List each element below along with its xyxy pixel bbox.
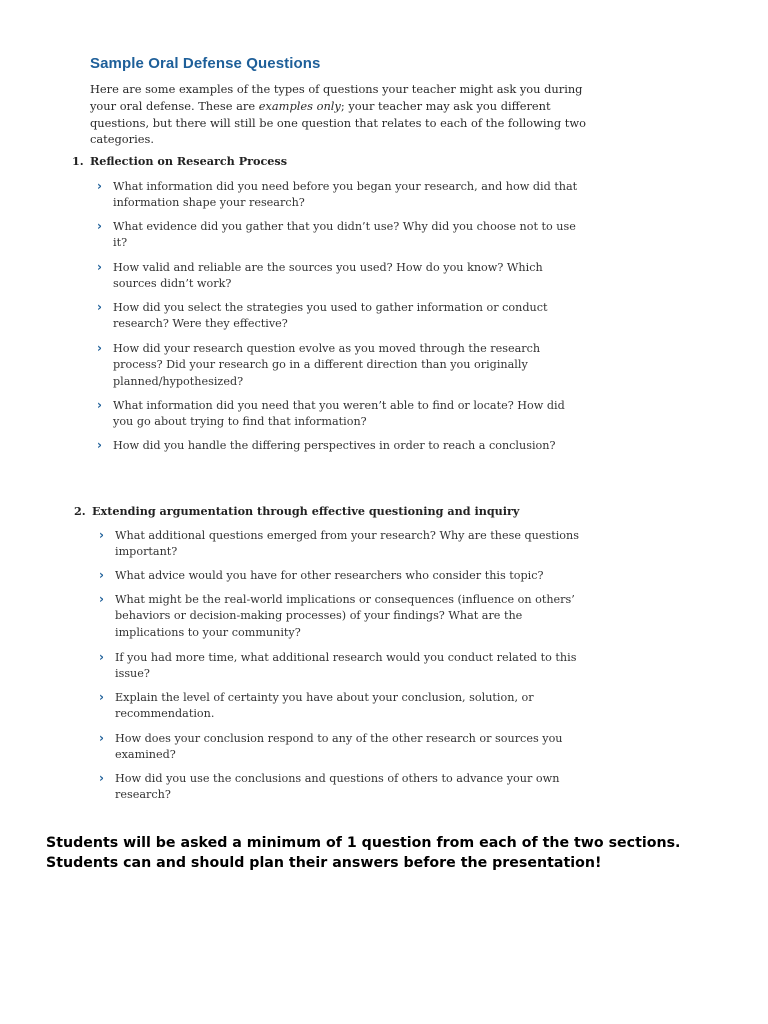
- question-text: How does your conclusion respond to any of the other research or sources you examined?: [115, 732, 563, 762]
- chevron-right-icon: ›: [99, 771, 104, 785]
- chevron-right-icon: ›: [99, 731, 104, 745]
- section-2-question-5: [99, 690, 585, 723]
- section-2-question-2: [99, 568, 635, 584]
- chevron-right-icon: ›: [99, 592, 104, 606]
- section-2-question-7: [99, 771, 585, 804]
- intro-emphasis: examples only: [258, 98, 341, 113]
- footer-line-2: Students can and should plan their answers before the presentation!: [46, 854, 602, 871]
- intro-text-end: ; your teacher may ask you different questions, but there will still be one question that relates to each of the following two categories.: [90, 98, 586, 147]
- question-text: How did you handle the differing perspectives in order to reach a conclusion?: [113, 439, 556, 452]
- chevron-right-icon: ›: [97, 260, 102, 274]
- question-text: If you had more time, what additional research would you conduct related to this issue?: [115, 651, 577, 681]
- section-2-question-6: [99, 731, 585, 764]
- chevron-right-icon: ›: [97, 438, 102, 452]
- question-text: How did you select the strategies you used to gather information or conduct research? Were they effective?: [113, 301, 548, 331]
- intro-text-start: Here are some examples of the types of questions your teacher might ask you during your oral defense. These are: [90, 82, 583, 113]
- section-2-question-1: [99, 528, 585, 561]
- footer-note: [46, 834, 746, 873]
- question-text: What additional questions emerged from your research? Why are these questions important?: [115, 529, 579, 559]
- chevron-right-icon: ›: [99, 650, 104, 664]
- chevron-right-icon: ›: [99, 690, 104, 704]
- section-2-number: 2.: [74, 504, 86, 518]
- intro-paragraph: [90, 81, 590, 148]
- chevron-right-icon: ›: [99, 528, 104, 542]
- section-1-question-7: [97, 438, 633, 454]
- section-1-question-2: [97, 219, 583, 252]
- section-2-question-4: [99, 650, 585, 683]
- section-1-question-4: [97, 300, 583, 333]
- question-text: Explain the level of certainty you have about your conclusion, solution, or recommendation.: [115, 691, 534, 721]
- section-2-title: Extending argumentation through effective questioning and inquiry: [92, 504, 520, 518]
- chevron-right-icon: ›: [99, 568, 104, 582]
- chevron-right-icon: ›: [97, 179, 102, 193]
- question-text: What advice would you have for other researchers who consider this topic?: [115, 569, 544, 582]
- chevron-right-icon: ›: [97, 300, 102, 314]
- question-text: How did you use the conclusions and questions of others to advance your own research?: [115, 772, 560, 802]
- section-1-question-3: [97, 260, 583, 293]
- chevron-right-icon: ›: [97, 219, 102, 233]
- chevron-right-icon: ›: [97, 398, 102, 412]
- chevron-right-icon: ›: [97, 341, 102, 355]
- section-1-question-5: [97, 341, 583, 390]
- section-1-question-1: [97, 179, 583, 212]
- question-text: What might be the real-world implications or consequences (influence on others’ behaviors or decision-making processes) of your findings? What are the implications to your community?: [115, 593, 575, 639]
- question-text: What information did you need that you weren’t able to find or locate? How did you go about trying to find that information?: [113, 399, 565, 429]
- page-title: Sample Oral Defense Questions: [90, 55, 321, 72]
- section-2-heading: [74, 504, 519, 518]
- section-1-title: Reflection on Research Process: [90, 154, 287, 168]
- section-1-question-6: [97, 398, 583, 431]
- question-text: How did your research question evolve as you moved through the research process? Did your research go in a different direction than you originally planned/hypothesized?: [113, 342, 541, 388]
- question-text: What evidence did you gather that you didn’t use? Why did you choose not to use it?: [113, 220, 576, 250]
- section-1-heading: [72, 154, 287, 168]
- footer-line-1: Students will be asked a minimum of 1 question from each of the two sections.: [46, 835, 681, 851]
- question-text: What information did you need before you began your research, and how did that information shape your research?: [113, 180, 578, 210]
- question-text: How valid and reliable are the sources you used? How do you know? Which sources didn’t work?: [113, 261, 543, 291]
- section-2-question-3: [99, 592, 585, 641]
- section-1-number: 1.: [72, 154, 84, 168]
